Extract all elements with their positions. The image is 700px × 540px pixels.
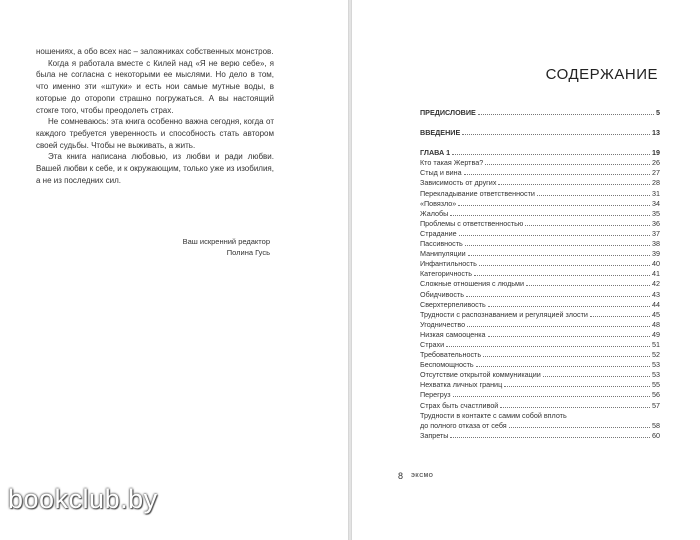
toc-entry-title: Пассивность xyxy=(420,239,463,249)
toc-entry xyxy=(420,411,660,421)
toc-entry-title: Инфантильность xyxy=(420,259,477,269)
signature-name: Полина Гусь xyxy=(226,248,270,257)
toc-entry-title: Сверхтерпеливость xyxy=(420,299,486,309)
toc-entry xyxy=(420,340,660,350)
toc-entry-title: Запреты xyxy=(420,430,449,440)
toc-entry-title: Страхи xyxy=(420,339,445,349)
toc-dot-leader xyxy=(590,316,650,317)
toc-entry xyxy=(420,229,660,239)
toc-entry-page: 57 xyxy=(652,400,660,410)
toc-entry xyxy=(420,279,660,289)
toc-entry-title: Перекладывание ответственности xyxy=(420,188,535,198)
toc-entry-title: Зависимость от других xyxy=(420,178,497,188)
toc-entry-title: Страх быть счастливой xyxy=(420,400,499,410)
toc-dot-leader xyxy=(450,437,650,438)
toc-dot-leader xyxy=(478,114,654,115)
toc-entry xyxy=(420,128,660,138)
toc-entry-page: 28 xyxy=(652,178,660,188)
toc-entry-page: 51 xyxy=(652,339,660,349)
toc-dot-leader xyxy=(500,407,650,408)
table-of-contents xyxy=(420,108,660,441)
toc-dot-leader xyxy=(509,427,650,428)
toc-dot-leader xyxy=(474,275,650,276)
toc-entry-page: 52 xyxy=(652,350,660,360)
toc-entry-page: 58 xyxy=(652,420,660,430)
toc-entry-title: до полного отказа от себя xyxy=(420,420,507,430)
paragraph: Не сомневаюсь: эта книга особенно важна сегодня, когда от каждого требуется уверенность и способность стать автором своей судьбы. Чтобы не выживать, а жить. xyxy=(36,117,274,150)
toc-entry-page: 48 xyxy=(652,319,660,329)
toc-entry-page: 56 xyxy=(652,390,660,400)
toc-entry-page: 43 xyxy=(652,289,660,299)
toc-entry-title: Угодничество xyxy=(420,319,466,329)
toc-entry-page: 27 xyxy=(652,168,660,178)
toc-entry-page: 53 xyxy=(652,360,660,370)
toc-dot-leader xyxy=(488,306,650,307)
toc-entry xyxy=(420,370,660,380)
publisher-logo: ЭКСМО xyxy=(411,473,434,479)
toc-entry-title: Жалобы xyxy=(420,208,449,218)
left-page xyxy=(0,0,348,540)
toc-entry-title: Требовательность xyxy=(420,350,482,360)
toc-entry xyxy=(420,189,660,199)
toc-dot-leader xyxy=(476,366,650,367)
toc-entry xyxy=(420,178,660,188)
toc-entry xyxy=(420,239,660,249)
toc-entry xyxy=(420,310,660,320)
toc-entry xyxy=(420,350,660,360)
paragraph: ношениях, а обо всех нас – заложниках собственных монстров. xyxy=(36,47,274,56)
toc-entry-page: 40 xyxy=(652,259,660,269)
toc-dot-leader xyxy=(498,184,650,185)
watermark: bookclub.by xyxy=(8,484,158,514)
toc-entry-page: 13 xyxy=(652,128,660,138)
toc-dot-leader xyxy=(459,235,650,236)
toc-entry-page: 26 xyxy=(652,158,660,168)
toc-entry xyxy=(420,401,660,411)
toc-dot-leader xyxy=(467,326,650,327)
toc-entry xyxy=(420,431,660,441)
toc-entry-page: 45 xyxy=(652,309,660,319)
toc-entry xyxy=(420,209,660,219)
toc-entry-page: 38 xyxy=(652,239,660,249)
toc-entry-page: 35 xyxy=(652,208,660,218)
page-number: 8 xyxy=(398,471,404,481)
toc-entry-title: Манипуляции xyxy=(420,249,466,259)
toc-entry-title: Стыд и вина xyxy=(420,168,462,178)
toc-entry-page: 42 xyxy=(652,279,660,289)
toc-dot-leader xyxy=(464,174,650,175)
toc-entry-title: Нехватка личных границ xyxy=(420,380,503,390)
toc-entry xyxy=(420,269,660,279)
toc-entry xyxy=(420,259,660,269)
toc-title: СОДЕРЖАНИЕ xyxy=(545,66,658,83)
body-text xyxy=(36,46,274,186)
toc-dot-leader xyxy=(543,376,650,377)
toc-entry-title: ГЛАВА 1 xyxy=(420,148,451,158)
toc-entry-page: 37 xyxy=(652,228,660,238)
toc-entry xyxy=(420,158,660,168)
toc-entry-page: 44 xyxy=(652,299,660,309)
toc-entry-title: Категоричность xyxy=(420,269,473,279)
toc-dot-leader xyxy=(537,195,650,196)
toc-entry xyxy=(420,249,660,259)
toc-entry-page: 34 xyxy=(652,198,660,208)
toc-entry xyxy=(420,168,660,178)
toc-dot-leader xyxy=(479,265,650,266)
toc-dot-leader xyxy=(485,164,650,165)
toc-entry-title: ВВЕДЕНИЕ xyxy=(420,128,461,138)
toc-dot-leader xyxy=(525,225,650,226)
toc-dot-leader xyxy=(504,386,650,387)
editor-signature xyxy=(140,236,270,258)
toc-entry xyxy=(420,199,660,209)
toc-entry xyxy=(420,290,660,300)
toc-entry-title: Беспомощность xyxy=(420,360,474,370)
toc-entry xyxy=(420,360,660,370)
toc-dot-leader xyxy=(452,154,650,155)
toc-entry xyxy=(420,380,660,390)
toc-entry-title: Кто такая Жертва? xyxy=(420,158,484,168)
toc-entry xyxy=(420,320,660,330)
toc-entry xyxy=(420,300,660,310)
toc-dot-leader xyxy=(483,356,650,357)
toc-entry-title: Трудности с распознаванием и регуляцией злости xyxy=(420,309,588,319)
toc-entry-page: 55 xyxy=(652,380,660,390)
toc-dot-leader xyxy=(526,285,650,286)
toc-dot-leader xyxy=(465,245,650,246)
toc-entry-title: «Повязло» xyxy=(420,198,457,208)
toc-entry-page: 36 xyxy=(652,218,660,228)
toc-entry-title: Страдание xyxy=(420,228,457,238)
toc-entry-title: Перегруз xyxy=(420,390,451,400)
toc-dot-leader xyxy=(462,134,650,135)
toc-dot-leader xyxy=(450,215,650,216)
toc-entry-title: Трудности в контакте с самим собой вплоть xyxy=(420,410,567,420)
toc-entry xyxy=(420,421,660,431)
toc-dot-leader xyxy=(466,296,650,297)
toc-entry-page: 19 xyxy=(652,148,660,158)
paragraph: Эта книга написана любовью, из любви и ради любви. Вашей любви к себе, и к окружающим, только уже из изобилия, а не из последних сил. xyxy=(36,152,274,185)
toc-entry xyxy=(420,219,660,229)
toc-entry-title: ПРЕДИСЛОВИЕ xyxy=(420,108,476,117)
toc-entry xyxy=(420,108,660,118)
toc-entry-title: Сложные отношения с людьми xyxy=(420,279,524,289)
toc-dot-leader xyxy=(453,396,650,397)
toc-entry-title: Обидчивость xyxy=(420,289,465,299)
paragraph: Когда я работала вместе с Килей над «Я не верю себе», я была не согласна с некоторыми ее мыслями. Но дело в том, что именно эти «штуки» и есть нои самые мутные воды, в которые до оторопи страшно погружаться. А вы настоящий стокге того, чтобы преодолеть страх. xyxy=(36,58,274,115)
toc-entry xyxy=(420,390,660,400)
toc-entry xyxy=(420,148,660,158)
toc-entry-page: 49 xyxy=(652,329,660,339)
toc-entry-title: Проблемы с ответственностью xyxy=(420,218,524,228)
signature-line: Ваш искренний редактор xyxy=(182,237,270,246)
toc-entry-title: Отсутствие открытой коммуникации xyxy=(420,370,541,380)
toc-entry xyxy=(420,330,660,340)
toc-entry-page: 60 xyxy=(652,430,660,440)
toc-dot-leader xyxy=(458,205,650,206)
toc-dot-leader xyxy=(488,336,650,337)
toc-entry-page: 39 xyxy=(652,249,660,259)
toc-entry-page: 31 xyxy=(652,188,660,198)
toc-entry-page: 53 xyxy=(652,370,660,380)
toc-entry-title: Низкая самооценка xyxy=(420,329,486,339)
toc-entry-page: 5 xyxy=(656,108,660,117)
toc-dot-leader xyxy=(446,346,650,347)
toc-entry-page: 41 xyxy=(652,269,660,279)
toc-dot-leader xyxy=(468,255,650,256)
